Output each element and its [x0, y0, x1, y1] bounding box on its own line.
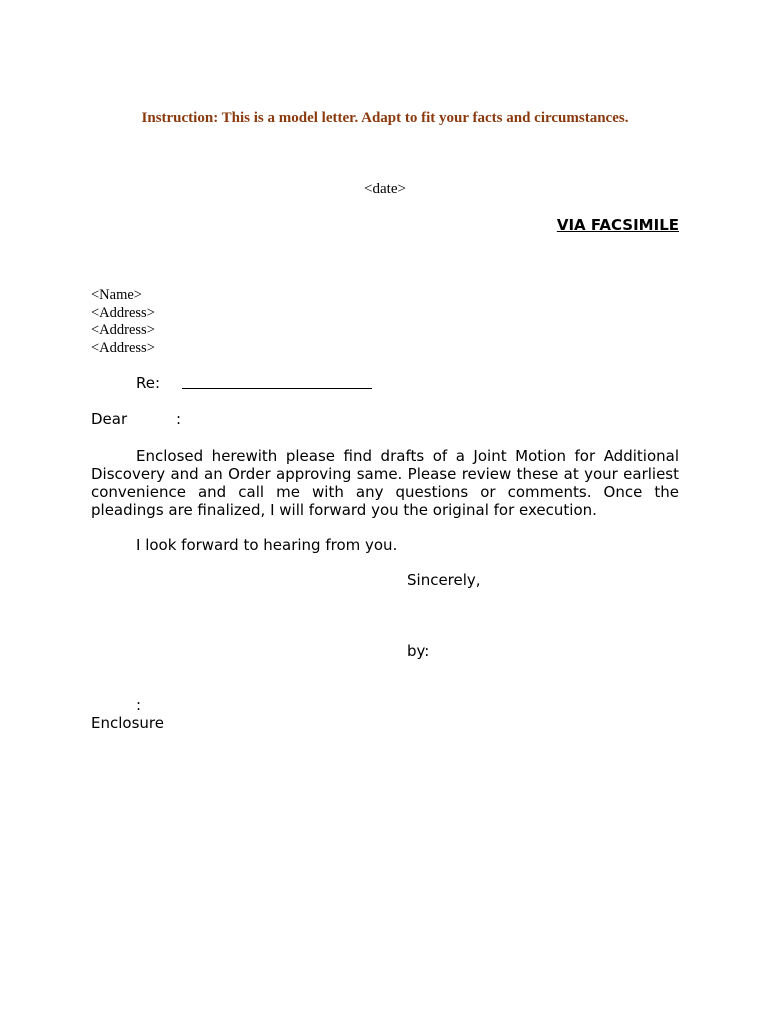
salutation-colon: :	[176, 410, 182, 428]
re-subject-blank-line	[182, 388, 372, 389]
re-label: Re:	[136, 374, 161, 392]
signature-by-label: by:	[407, 642, 430, 660]
delivery-method: VIA FACSIMILE	[556, 216, 679, 234]
letter-body-paragraph: Enclosed herewith please find drafts of a Joint Motion for Additional Discovery and an Order approving same. Please review these at your earliest convenience and call me with any questions or comments. Once the pleadings are finalized, I will forward you the original for execution.	[91, 447, 679, 519]
recipient-name: <Name>	[91, 287, 142, 303]
recipient-address-line: <Address>	[91, 339, 155, 356]
enclosure-notation: Enclosure	[91, 714, 164, 732]
recipient-address-block	[91, 287, 155, 357]
recipient-address-line: <Address>	[91, 322, 155, 338]
sign-off: Sincerely,	[407, 571, 481, 589]
initials-colon: :	[136, 696, 142, 714]
salutation: Dear	[91, 410, 128, 428]
letter-date: <date>	[364, 181, 406, 197]
closing-line: I look forward to hearing from you.	[136, 536, 398, 554]
instruction-note: Instruction: This is a model letter. Adapt to fit your facts and circumstances.	[141, 110, 629, 126]
recipient-address-line: <Address>	[91, 304, 155, 321]
